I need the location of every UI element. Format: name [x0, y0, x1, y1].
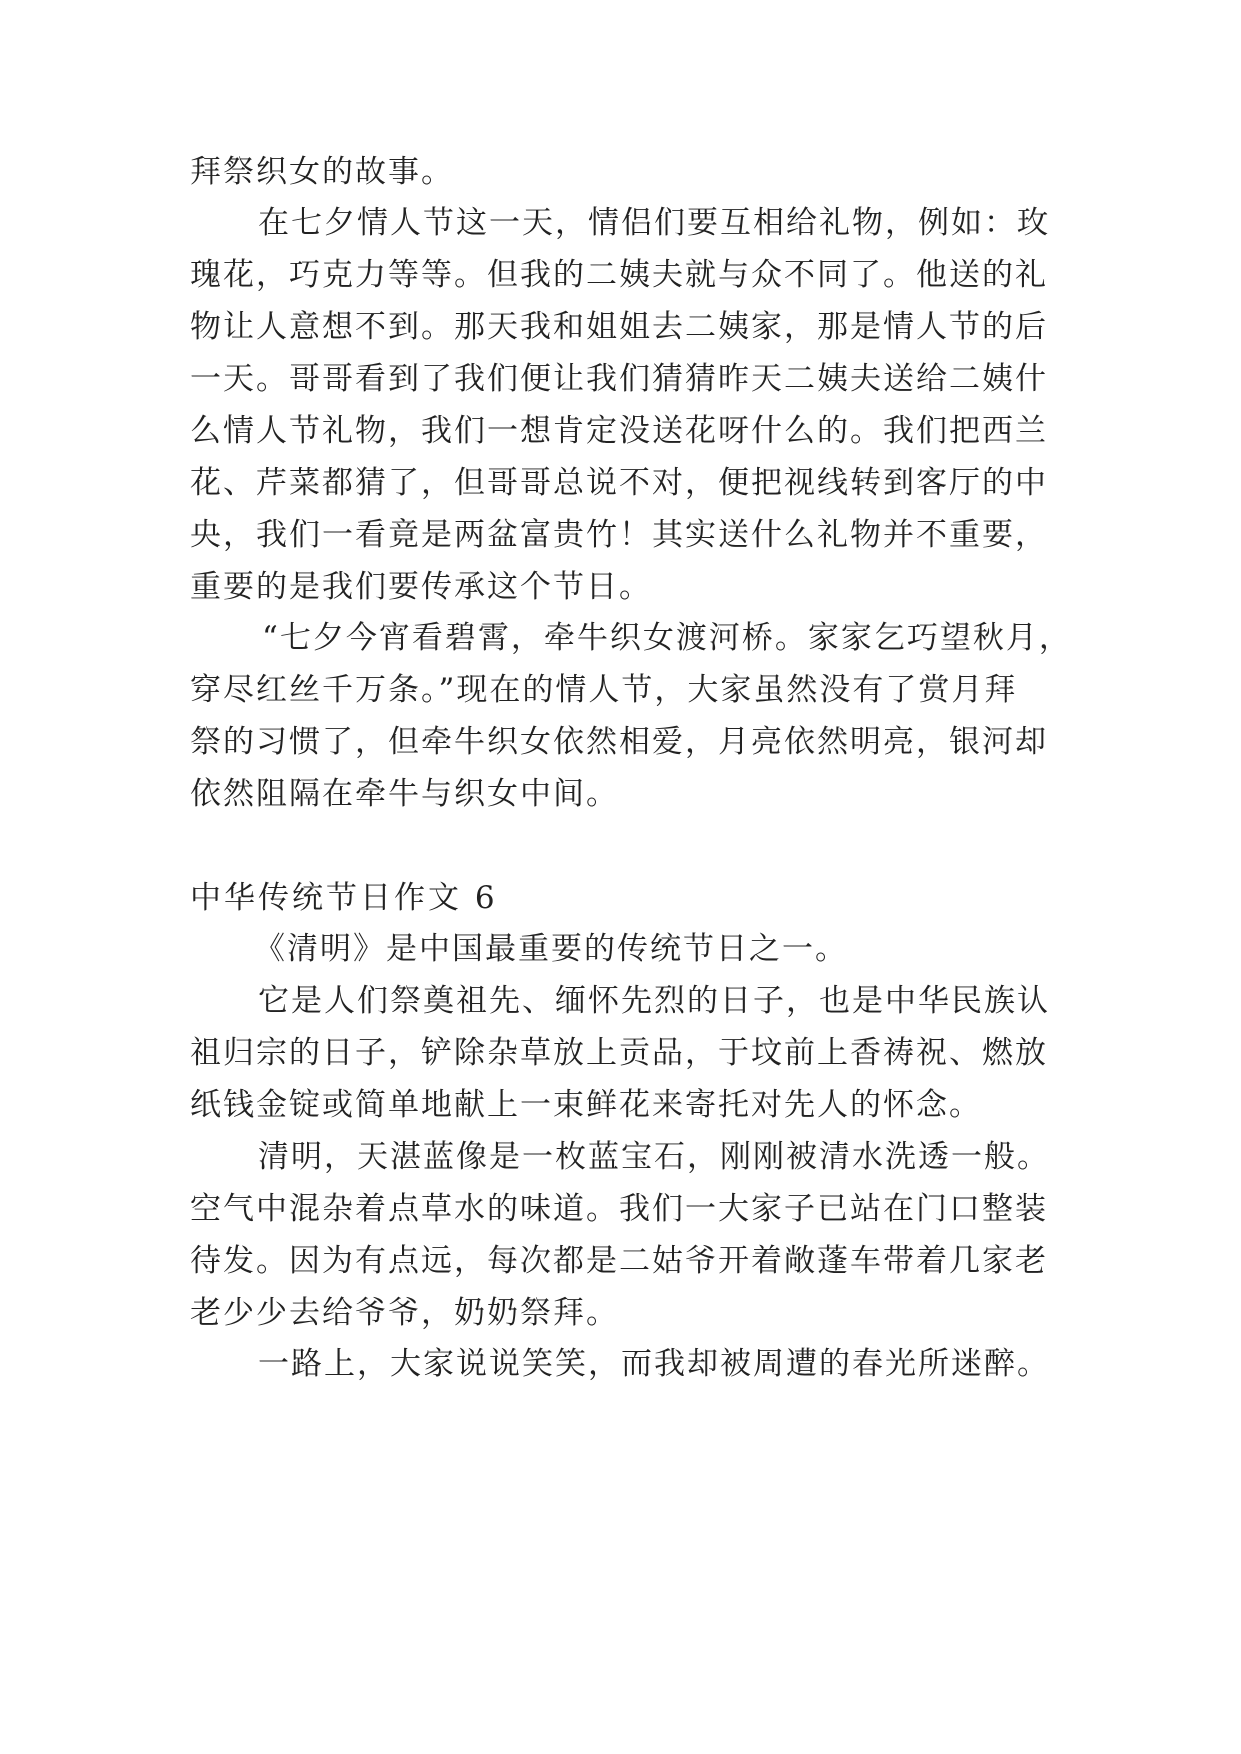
text-line: 依然阻隔在牵牛与织女中间。 [190, 776, 619, 812]
text-line: 央，我们一看竟是两盆富贵竹！其实送什么礼物并不重要， [190, 517, 1048, 553]
text-line: 空气中混杂着点草水的味道。我们一大家子已站在门口整装 [190, 1191, 1048, 1227]
text-line: 瑰花，巧克力等等。但我的二姨夫就与众不同了。他送的礼 [190, 257, 1048, 293]
text-line: 纸钱金锭或简单地献上一束鲜花来寄托对先人的怀念。 [190, 1087, 982, 1123]
text-line: 物让人意想不到。那天我和姐姐去二姨家，那是情人节的后 [190, 309, 1048, 345]
text-line: 么情人节礼物，我们一想肯定没送花呀什么的。我们把西兰 [190, 413, 1048, 449]
paragraph-start-line: 它是人们祭奠祖先、缅怀先烈的日子，也是中华民族认 [258, 983, 1050, 1019]
text-line: 祖归宗的日子，铲除杂草放上贡品，于坟前上香祷祝、燃放 [190, 1035, 1048, 1071]
text-line: 待发。因为有点远，每次都是二姑爷开着敞蓬车带着几家老 [190, 1243, 1048, 1279]
paragraph-start-line: 《清明》是中国最重要的传统节日之一。 [254, 931, 848, 967]
text-line: 重要的是我们要传承这个节日。 [190, 569, 652, 605]
paragraph-start-line: 清明，天湛蓝像是一枚蓝宝石，刚刚被清水洗透一般。 [258, 1139, 1050, 1175]
text-line: 祭的习惯了，但牵牛织女依然相爱，月亮依然明亮，银河却 [190, 724, 1048, 760]
text-line: 一天。哥哥看到了我们便让我们猜猜昨天二姨夫送给二姨什 [190, 361, 1048, 397]
text-line: 老少少去给爷爷，奶奶祭拜。 [190, 1295, 619, 1331]
paragraph-start-line: 在七夕情人节这一天，情侣们要互相给礼物，例如：玫 [258, 205, 1050, 241]
text-line: 拜祭织女的故事。 [190, 154, 454, 190]
section-heading: 中华传统节日作文 6 [190, 880, 498, 916]
paragraph-start-line: 一路上，大家说说笑笑，而我却被周遭的春光所迷醉。 [258, 1346, 1050, 1382]
text-line: 穿尽红丝千万条。”现在的情人节，大家虽然没有了赏月拜 [190, 672, 1018, 708]
text-line: 花、芹菜都猜了，但哥哥总说不对，便把视线转到客厅的中 [190, 465, 1048, 501]
paragraph-start-line: “七夕今宵看碧霄，牵牛织女渡河桥。家家乞巧望秋月， [262, 620, 1072, 656]
